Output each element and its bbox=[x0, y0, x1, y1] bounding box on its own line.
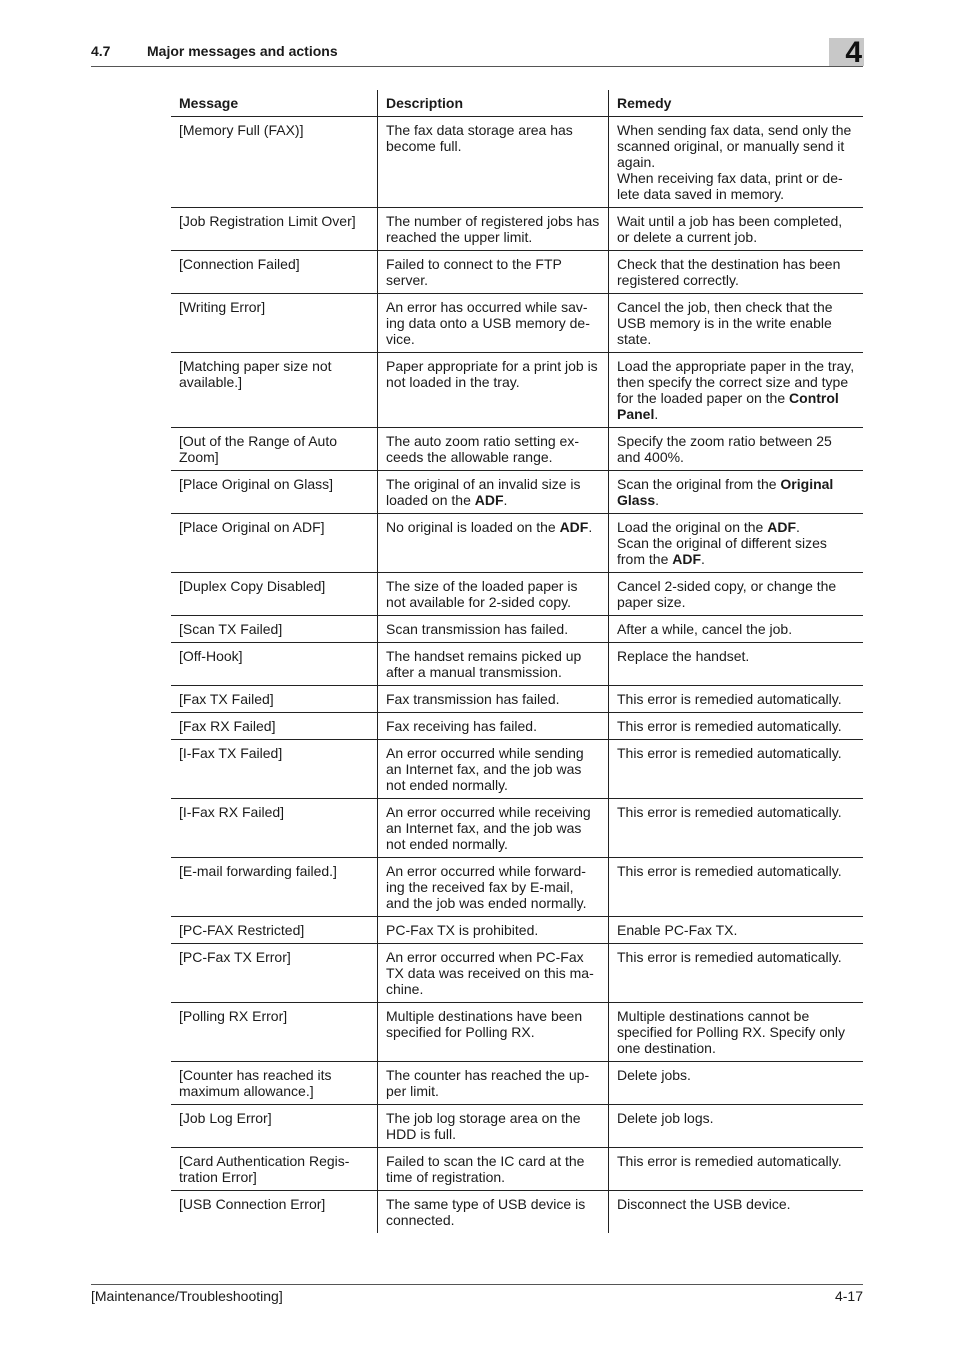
message-cell: [PC-FAX Restricted] bbox=[171, 917, 378, 944]
remedy-cell: Load the appropriate paper in the tray, then specify the correct size and type for the loaded paper on the Control Panel. bbox=[609, 353, 864, 428]
description-cell: The size of the loaded paper is not available for 2-sided copy. bbox=[378, 573, 609, 616]
description-cell: PC-Fax TX is prohibited. bbox=[378, 917, 609, 944]
remedy-cell: Specify the zoom ratio between 25 and 400%. bbox=[609, 428, 864, 471]
description-cell: An error occurred while forward-ing the received fax by E-mail, and the job was ended normally. bbox=[378, 858, 609, 917]
message-cell: [Scan TX Failed] bbox=[171, 616, 378, 643]
message-cell: [Card Authentication Regis-tration Error] bbox=[171, 1148, 378, 1191]
table-row bbox=[171, 294, 863, 353]
description-cell: Paper appropriate for a print job is not loaded in the tray. bbox=[378, 353, 609, 428]
remedy-cell: After a while, cancel the job. bbox=[609, 616, 864, 643]
table-row bbox=[171, 740, 863, 799]
table-row bbox=[171, 117, 863, 208]
message-cell: [E-mail forwarding failed.] bbox=[171, 858, 378, 917]
section-title: Major messages and actions bbox=[147, 43, 338, 59]
message-cell: [I-Fax RX Failed] bbox=[171, 799, 378, 858]
remedy-cell: Multiple destinations cannot be specified for Polling RX. Specify only one destination. bbox=[609, 1003, 864, 1062]
description-cell: The same type of USB device is connected. bbox=[378, 1191, 609, 1234]
table-row bbox=[171, 208, 863, 251]
remedy-cell: This error is remedied automatically. bbox=[609, 686, 864, 713]
remedy-cell: Scan the original from the Original Glass. bbox=[609, 471, 864, 514]
remedy-cell: This error is remedied automatically. bbox=[609, 1148, 864, 1191]
remedy-cell: Delete jobs. bbox=[609, 1062, 864, 1105]
description-cell: Fax receiving has failed. bbox=[378, 713, 609, 740]
remedy-cell: When sending fax data, send only the scanned original, or manually send it again. When receiving fax data, print or de-lete data saved in memory. bbox=[609, 117, 864, 208]
message-cell: [Polling RX Error] bbox=[171, 1003, 378, 1062]
message-cell: [USB Connection Error] bbox=[179, 1196, 326, 1212]
remedy-cell: Delete job logs. bbox=[609, 1105, 864, 1148]
message-cell: [Fax TX Failed] bbox=[171, 686, 378, 713]
message-cell: [Fax RX Failed] bbox=[171, 713, 378, 740]
remedy-cell: This error is remedied automatically. bbox=[609, 799, 864, 858]
message-cell: [Place Original on ADF] bbox=[171, 514, 378, 573]
table-row bbox=[171, 1148, 863, 1191]
remedy-cell: Cancel 2-sided copy, or change the paper size. bbox=[609, 573, 864, 616]
message-cell: [Connection Failed] bbox=[171, 251, 378, 294]
chapter-number: 4 bbox=[845, 36, 862, 69]
description-cell: The fax data storage area has become full. bbox=[378, 117, 609, 208]
remedy-cell: This error is remedied automatically. bbox=[609, 944, 864, 1003]
message-cell: [Counter has reached its maximum allowance.] bbox=[171, 1062, 378, 1105]
description-cell: The auto zoom ratio setting ex-ceeds the allowable range. bbox=[378, 428, 609, 471]
remedy-cell: Disconnect the USB device. bbox=[609, 1191, 864, 1234]
column-header-remedy: Remedy bbox=[609, 90, 864, 117]
footer-manual-name: [Maintenance/Troubleshooting] bbox=[91, 1288, 283, 1304]
column-header-message: Message bbox=[171, 90, 378, 117]
message-cell: [I-Fax TX Failed] bbox=[171, 740, 378, 799]
message-cell: [PC-Fax TX Error] bbox=[171, 944, 378, 1003]
description-cell: Failed to connect to the FTP server. bbox=[378, 251, 609, 294]
description-cell: The counter has reached the up-per limit. bbox=[378, 1062, 609, 1105]
remedy-cell: Load the original on the ADF. Scan the original of different sizes from the ADF. bbox=[609, 514, 864, 573]
table-row bbox=[171, 1062, 863, 1105]
description-cell: Multiple destinations have been specified for Polling RX. bbox=[378, 1003, 609, 1062]
table-row bbox=[171, 858, 863, 917]
message-cell: [Memory Full (FAX)] bbox=[171, 117, 378, 208]
table-row bbox=[171, 251, 863, 294]
chapter-tab bbox=[829, 36, 864, 69]
table-row bbox=[171, 1191, 863, 1234]
message-cell: [Out of the Range of Auto Zoom] bbox=[171, 428, 378, 471]
message-cell: [Place Original on Glass] bbox=[171, 471, 378, 514]
description-cell: An error has occurred while sav-ing data onto a USB memory de-vice. bbox=[378, 294, 609, 353]
remedy-cell: This error is remedied automatically. bbox=[609, 740, 864, 799]
table-body bbox=[171, 117, 863, 1234]
page-header bbox=[91, 40, 863, 67]
description-cell: The handset remains picked up after a manual transmission. bbox=[378, 643, 609, 686]
message-cell: [Duplex Copy Disabled] bbox=[171, 573, 378, 616]
description-cell: Scan transmission has failed. bbox=[378, 616, 609, 643]
description-cell: Fax transmission has failed. bbox=[378, 686, 609, 713]
message-cell: [Job Log Error] bbox=[171, 1105, 378, 1148]
description-cell: An error occurred while sending an Internet fax, and the job was not ended normally. bbox=[378, 740, 609, 799]
description-cell: The job log storage area on the HDD is full. bbox=[378, 1105, 609, 1148]
message-cell: [Off-Hook] bbox=[171, 643, 378, 686]
description-cell: The number of registered jobs has reached the upper limit. bbox=[378, 208, 609, 251]
description-cell: The original of an invalid size is loaded on the ADF. bbox=[378, 471, 609, 514]
remedy-cell: This error is remedied automatically. bbox=[609, 713, 864, 740]
remedy-cell: Enable PC-Fax TX. bbox=[609, 917, 864, 944]
table-row bbox=[171, 616, 863, 643]
description-cell: An error occurred while receiving an Internet fax, and the job was not ended normally. bbox=[378, 799, 609, 858]
table-header-row bbox=[171, 90, 863, 117]
section-number: 4.7 bbox=[91, 43, 111, 59]
column-header-description: Description bbox=[378, 90, 609, 117]
description-cell: Failed to scan the IC card at the time of registration. bbox=[378, 1148, 609, 1191]
page-number: 4-17 bbox=[834, 1288, 863, 1304]
remedy-cell: Replace the handset. bbox=[609, 643, 864, 686]
table-row bbox=[171, 917, 863, 944]
table-row bbox=[171, 471, 863, 514]
message-cell: [Job Registration Limit Over] bbox=[171, 208, 378, 251]
table-row bbox=[171, 514, 863, 573]
remedy-cell: This error is remedied automatically. bbox=[609, 858, 864, 917]
messages-table bbox=[171, 90, 863, 1233]
message-cell: [Matching paper size not available.] bbox=[171, 353, 378, 428]
table-row bbox=[171, 428, 863, 471]
table-row bbox=[171, 643, 863, 686]
table-row bbox=[171, 1003, 863, 1062]
table-row bbox=[171, 944, 863, 1003]
table-row bbox=[171, 1105, 863, 1148]
remedy-cell: Cancel the job, then check that the USB memory is in the write enable state. bbox=[609, 294, 864, 353]
page-footer bbox=[91, 1284, 863, 1304]
remedy-cell: Check that the destination has been registered correctly. bbox=[609, 251, 864, 294]
description-cell: An error occurred when PC-Fax TX data was received on this ma-chine. bbox=[378, 944, 609, 1003]
table-row bbox=[171, 573, 863, 616]
message-cell: [Writing Error] bbox=[171, 294, 378, 353]
remedy-cell: Wait until a job has been completed, or delete a current job. bbox=[609, 208, 864, 251]
table-row bbox=[171, 799, 863, 858]
table-row bbox=[171, 353, 863, 428]
table-row bbox=[171, 686, 863, 713]
table-row bbox=[171, 713, 863, 740]
description-cell: No original is loaded on the ADF. bbox=[378, 514, 609, 573]
